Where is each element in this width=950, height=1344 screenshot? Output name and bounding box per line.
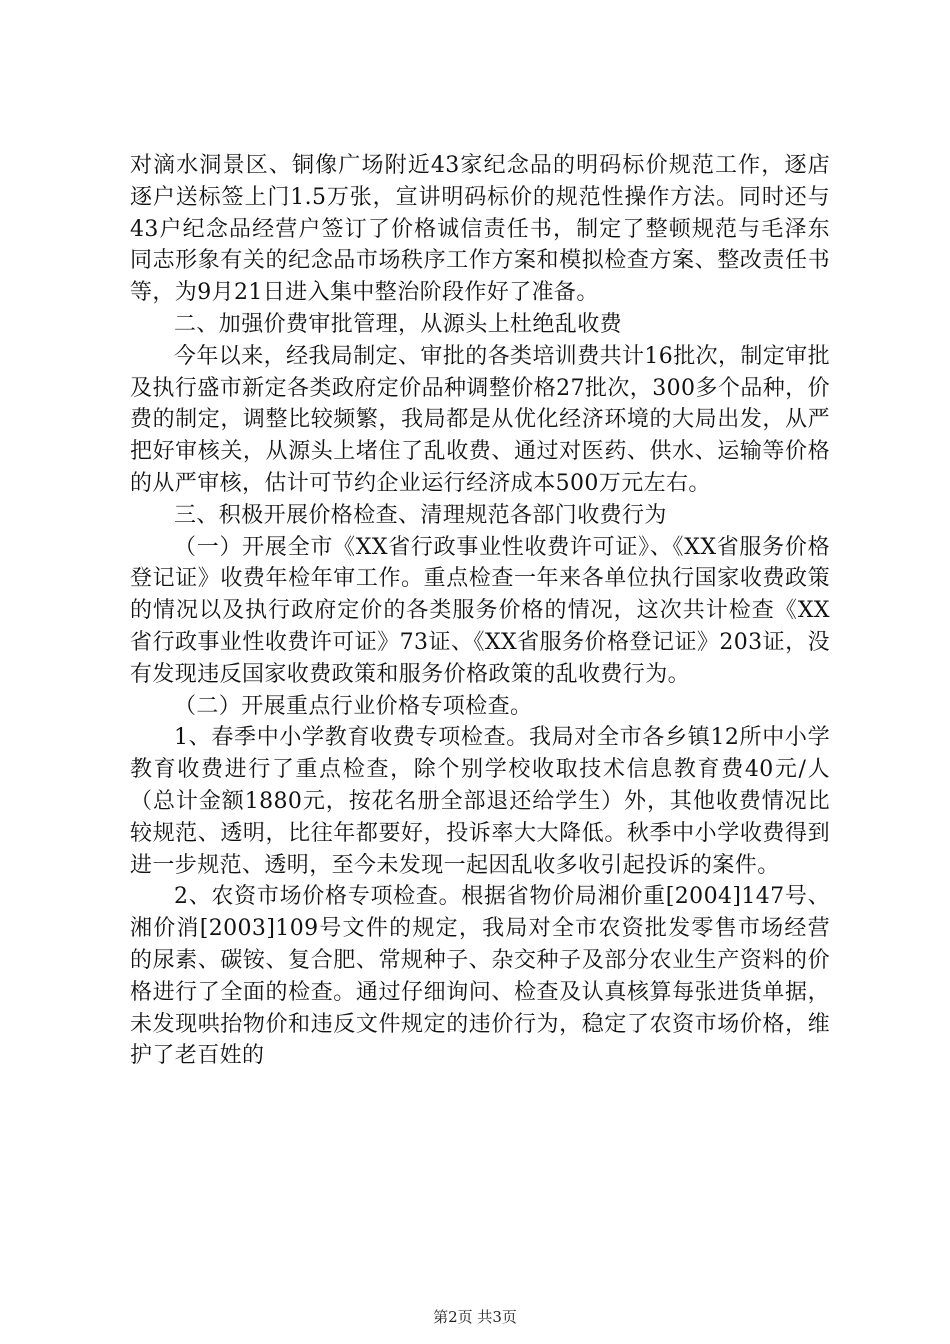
paragraph-fee-approval: 今年以来，经我局制定、审批的各类培训费共计16批次，制定审批及执行盛市新定各类政府定价品种调整价格27批次，300多个品种，价费的制定，调整比较频繁，我局都是从优化经济环境的大局出发，从严把好审核关，从源头上堵住了乱收费、通过对医药、供水、运输等价格的从严审核，估计可节约企业运行经济成本500万元左右。 — [130, 343, 830, 496]
section-heading-2: 二、加强价费审批管理，从源头上杜绝乱收费 — [174, 311, 623, 337]
page-footer: 第2页 共3页 — [433, 1308, 517, 1326]
paragraph-souvenir-pricing: 对滴水洞景区、铜像广场附近43家纪念品的明码标价规范工作，逐店逐户送标签上门1.5万张，宣讲明码标价的规范性操作方法。同时还与43户纪念品经营户签订了价格诚信责任书，制定了整顿规范与毛泽东同志形象有关的纪念品市场秩序工作方案和模拟检查方案、整改责任书等，为9月21日进入集中整治阶段作好了准备。 — [130, 153, 830, 306]
paragraph-annual-inspection: （一）开展全市《XX省行政事业性收费许可证》、《XX省服务价格登记证》收费年检年审工作。重点检查一年来各单位执行国家收费政策的情况以及执行政府定价的各类服务价格的情况，这次共计检查《XX省行政事业性收费许可证》73证、《XX省服务价格登记证》203证，没有发现违反国家收费政策和服务价格政策的乱收费行为。 — [130, 534, 830, 687]
paragraph-school-fees: 1、春季中小学教育收费专项检查。我局对全市各乡镇12所中小学教育收费进行了重点检查，除个别学校收取技术信息教育费40元/人（总计金额1880元，按花名册全部退还给学生）外，其他收费情况比较规范、透明，比往年都要好，投诉率大大降低。秋季中小学收费得到进一步规范、透明，至今未发现一起因乱收多收引起投诉的案件。 — [130, 725, 830, 878]
section-heading-3: 三、积极开展价格检查、清理规范各部门收费行为 — [174, 502, 667, 528]
paragraph-agri-market: 2、农资市场价格专项检查。根据省物价局湘价重[2004]147号、湘价消[2003]109号文件的规定，我局对全市农资批发零售市场经营的尿素、碳铵、复合肥、常规种子、杂交种子及部分农业生产资料的价格进行了全面的检查。通过仔细询问、检查及认真核算每张进货单据，未发现哄抬物价和违反文件规定的违价行为，稳定了农资市场价格，维护了老百姓的 — [130, 884, 830, 1069]
document-body — [130, 150, 830, 1072]
subsection-heading-2: （二）开展重点行业价格专项检查。 — [174, 693, 533, 719]
